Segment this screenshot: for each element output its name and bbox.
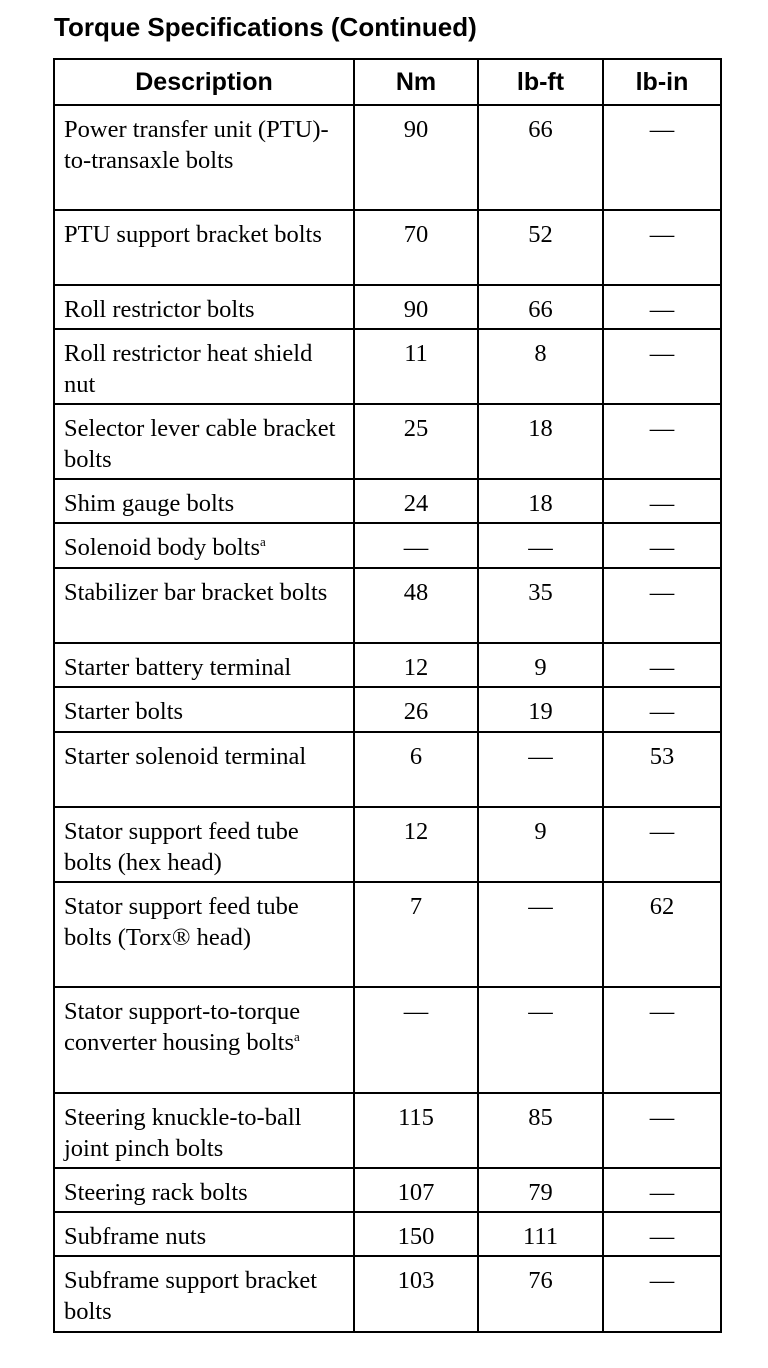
description-text: Selector lever cable bracket bolts — [64, 415, 336, 473]
description-text: Starter battery terminal — [64, 654, 292, 681]
lbin-value-cell: — — [603, 1256, 721, 1332]
column-header-nm: Nm — [354, 59, 478, 105]
lbft-value-cell: 76 — [478, 1256, 603, 1332]
description-cell — [54, 1093, 354, 1168]
nm-value-cell: 70 — [354, 210, 478, 285]
table-row — [54, 882, 721, 987]
lbin-value-cell: — — [603, 643, 721, 687]
lbin-value-cell: — — [603, 329, 721, 404]
lbft-value-cell: 111 — [478, 1212, 603, 1256]
table-row — [54, 285, 721, 329]
lbin-value-cell: 62 — [603, 882, 721, 987]
lbft-value-cell: — — [478, 523, 603, 568]
table-row — [54, 1212, 721, 1256]
description-cell — [54, 210, 354, 285]
description-text: Steering rack bolts — [64, 1179, 248, 1206]
description-cell — [54, 105, 354, 210]
description-text: Stator support feed tube bolts (hex head) — [64, 818, 299, 876]
nm-value-cell: 6 — [354, 732, 478, 807]
description-text: Stator support feed tube bolts (Torx® head) — [64, 893, 299, 951]
lbft-value-cell: 9 — [478, 807, 603, 882]
table-row — [54, 807, 721, 882]
lbin-value-cell: — — [603, 285, 721, 329]
nm-value-cell: 48 — [354, 568, 478, 643]
lbft-value-cell: 52 — [478, 210, 603, 285]
description-cell — [54, 1256, 354, 1332]
nm-value-cell: — — [354, 987, 478, 1093]
nm-value-cell: 24 — [354, 479, 478, 523]
nm-value-cell: 7 — [354, 882, 478, 987]
table-body — [54, 105, 721, 1332]
lbft-value-cell: — — [478, 987, 603, 1093]
nm-value-cell: 11 — [354, 329, 478, 404]
lbin-value-cell: — — [603, 1168, 721, 1212]
nm-value-cell: 26 — [354, 687, 478, 732]
description-text: Roll restrictor heat shield nut — [64, 340, 313, 398]
table-row — [54, 210, 721, 285]
lbin-value-cell: — — [603, 523, 721, 568]
description-text: Power transfer unit (PTU)-to-transaxle bolts — [64, 116, 329, 174]
lbft-value-cell: 18 — [478, 479, 603, 523]
lbin-value-cell: — — [603, 404, 721, 479]
lbft-value-cell: 79 — [478, 1168, 603, 1212]
footnote-marker: a — [294, 1028, 300, 1044]
lbft-value-cell: 19 — [478, 687, 603, 732]
nm-value-cell: 12 — [354, 643, 478, 687]
column-header-lbin: lb-in — [603, 59, 721, 105]
description-cell — [54, 643, 354, 687]
description-cell — [54, 807, 354, 882]
table-row — [54, 1093, 721, 1168]
table-row — [54, 643, 721, 687]
table-row — [54, 568, 721, 643]
lbft-value-cell: 66 — [478, 105, 603, 210]
table-header-row — [54, 59, 721, 105]
table-row — [54, 687, 721, 732]
lbft-value-cell: — — [478, 882, 603, 987]
lbft-value-cell: 66 — [478, 285, 603, 329]
description-cell — [54, 404, 354, 479]
lbin-value-cell: — — [603, 105, 721, 210]
lbin-value-cell: — — [603, 479, 721, 523]
table-row — [54, 404, 721, 479]
description-text: PTU support bracket bolts — [64, 221, 322, 248]
table-row — [54, 479, 721, 523]
lbft-value-cell: 8 — [478, 329, 603, 404]
column-header-lbft: lb-ft — [478, 59, 603, 105]
lbft-value-cell: — — [478, 732, 603, 807]
table-row — [54, 329, 721, 404]
description-cell — [54, 1212, 354, 1256]
column-header-description: Description — [54, 59, 354, 105]
description-text: Subframe nuts — [64, 1223, 207, 1250]
lbin-value-cell: — — [603, 987, 721, 1093]
nm-value-cell: 25 — [354, 404, 478, 479]
nm-value-cell: 150 — [354, 1212, 478, 1256]
description-cell — [54, 987, 354, 1093]
description-cell — [54, 882, 354, 987]
description-cell — [54, 732, 354, 807]
nm-value-cell: 12 — [354, 807, 478, 882]
description-cell — [54, 1168, 354, 1212]
nm-value-cell: 107 — [354, 1168, 478, 1212]
nm-value-cell: 90 — [354, 285, 478, 329]
nm-value-cell: 103 — [354, 1256, 478, 1332]
description-text: Stator support-to-torque converter housing bolts — [64, 998, 301, 1056]
description-text: Shim gauge bolts — [64, 490, 235, 517]
lbft-value-cell: 35 — [478, 568, 603, 643]
description-cell — [54, 523, 354, 568]
description-cell — [54, 285, 354, 329]
lbft-value-cell: 85 — [478, 1093, 603, 1168]
description-text: Stabilizer bar bracket bolts — [64, 579, 328, 606]
description-text: Starter solenoid terminal — [64, 743, 307, 770]
lbin-value-cell: — — [603, 1093, 721, 1168]
lbin-value-cell: — — [603, 210, 721, 285]
description-text: Solenoid body bolts — [64, 534, 261, 561]
description-cell — [54, 568, 354, 643]
table-row — [54, 523, 721, 568]
lbin-value-cell: — — [603, 807, 721, 882]
page-title: Torque Specifications (Continued) — [54, 12, 477, 42]
description-text: Roll restrictor bolts — [64, 296, 255, 323]
nm-value-cell: 90 — [354, 105, 478, 210]
lbin-value-cell: 53 — [603, 732, 721, 807]
table-row — [54, 732, 721, 807]
description-cell — [54, 479, 354, 523]
description-cell — [54, 687, 354, 732]
lbin-value-cell: — — [603, 1212, 721, 1256]
lbft-value-cell: 18 — [478, 404, 603, 479]
nm-value-cell: — — [354, 523, 478, 568]
lbin-value-cell: — — [603, 568, 721, 643]
torque-spec-table — [53, 58, 722, 1333]
table-row — [54, 1168, 721, 1212]
description-cell — [54, 329, 354, 404]
description-text: Subframe support bracket bolts — [64, 1267, 318, 1325]
lbft-value-cell: 9 — [478, 643, 603, 687]
nm-value-cell: 115 — [354, 1093, 478, 1168]
table-row — [54, 105, 721, 210]
lbin-value-cell: — — [603, 687, 721, 732]
footnote-marker: a — [260, 534, 266, 549]
table-row — [54, 1256, 721, 1332]
table-row — [54, 987, 721, 1093]
description-text: Starter bolts — [64, 698, 184, 725]
description-text: Steering knuckle-to-ball joint pinch bolts — [64, 1104, 302, 1162]
